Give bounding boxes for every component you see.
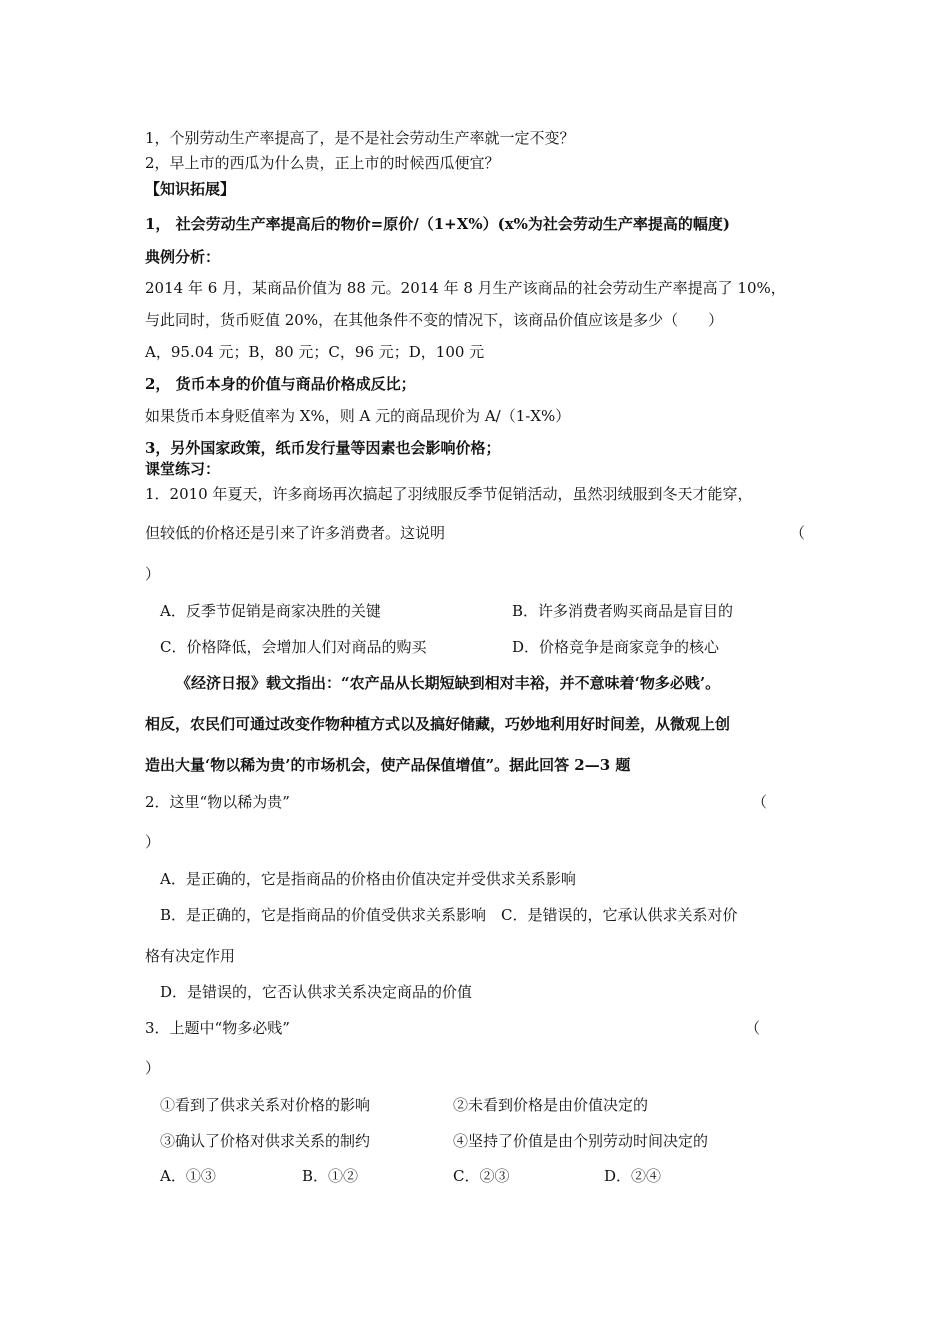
example-options: A，95.04 元；B，80 元；C，96 元；D，100 元: [145, 343, 485, 361]
practice-3-statement-1: ①看到了供求关系对价格的影响: [160, 1096, 371, 1114]
practice-2-option-c-cont: 格有决定作用: [145, 947, 236, 965]
practice-2-option-a: A．是正确的，它是指商品的价格由价值决定并受供求关系影响: [160, 870, 576, 888]
practice-3-option-a: A．①③: [160, 1167, 216, 1185]
practice-heading: 课堂练习：: [145, 460, 221, 478]
practice-1-option-a: A．反季节促销是商家决胜的关键: [160, 602, 381, 620]
practice-2-option-d: D．是错误的，它否认供求关系决定商品的价值: [160, 983, 473, 1001]
practice-3-paren-close: ）: [145, 1059, 161, 1077]
practice-1-option-c: C．价格降低，会增加人们对商品的购买: [160, 638, 427, 656]
practice-3-statement-2: ②未看到价格是由价值决定的: [453, 1096, 649, 1114]
practice-3-paren-open: （: [745, 1019, 761, 1037]
practice-2-option-bc: B．是正确的，它是指商品的价值受供求关系影响 C．是错误的，它承认供求关系对价: [160, 906, 738, 924]
practice-3-option-c: C．②③: [453, 1167, 510, 1185]
practice-1-paren-open: （: [790, 524, 806, 542]
example-line-2: 与此同时，货币贬值 20%，在其他条件不变的情况下，该商品价值应该是多少（ ）: [145, 311, 724, 329]
question-2: 2，早上市的西瓜为什么贵，正上市的时候西瓜便宜？: [145, 154, 500, 172]
passage-line-2: 相反，农民们可通过改变作物种植方式以及搞好储藏，巧妙地利用好时间差，从微观上创: [145, 715, 731, 733]
practice-3-stem: 3．上题中“物多必贱”: [145, 1019, 290, 1037]
point-2: 2， 货币本身的价值与商品价格成反比；: [145, 375, 416, 393]
practice-2-paren-open: （: [752, 793, 768, 811]
passage-line-1: 《经济日报》载文指出：“农产品从长期短缺到相对丰裕，并不意味着‘物多必贱’。: [176, 674, 721, 692]
practice-1-line-2: 但较低的价格还是引来了许多消费者。这说明: [145, 524, 446, 542]
practice-1-line-1: 1．2010 年夏天，许多商场再次搞起了羽绒服反季节促销活动，虽然羽绒服到冬天才能穿，: [145, 485, 753, 503]
practice-1-option-b: B．许多消费者购买商品是盲目的: [512, 602, 734, 620]
practice-3-option-b: B．①②: [302, 1167, 359, 1185]
point-2-detail: 如果货币本身贬值率为 X%，则 A 元的商品现价为 A/（1-X%）: [145, 407, 571, 425]
knowledge-heading: 【知识拓展】: [145, 180, 236, 198]
practice-2-paren-close: ）: [145, 833, 161, 851]
question-1: 1，个别劳动生产率提高了，是不是社会劳动生产率就一定不变？: [145, 129, 575, 147]
example-heading: 典例分析：: [145, 248, 221, 266]
practice-1-paren-close: ）: [145, 565, 161, 583]
practice-2-stem: 2．这里“物以稀为贵”: [145, 793, 290, 811]
point-3: 3，另外国家政策，纸币发行量等因素也会影响价格；: [145, 439, 501, 457]
practice-3-option-d: D．②④: [604, 1167, 662, 1185]
practice-1-option-d: D．价格竞争是商家竞争的核心: [512, 638, 720, 656]
example-line-1: 2014 年 6 月，某商品价值为 88 元。2014 年 8 月生产该商品的社会劳动生产率提高了 10%，: [145, 279, 786, 297]
practice-3-statement-3: ③确认了价格对供求关系的制约: [160, 1132, 371, 1150]
point-1-formula: 1， 社会劳动生产率提高后的物价=原价/（1+X%）(x%为社会劳动生产率提高的幅度): [145, 215, 730, 233]
passage-line-3: 造出大量‘物以稀为贵’的市场机会，使产品保值增值”。据此回答 2—3 题: [145, 756, 631, 774]
practice-3-statement-4: ④坚持了价值是由个别劳动时间决定的: [453, 1132, 709, 1150]
